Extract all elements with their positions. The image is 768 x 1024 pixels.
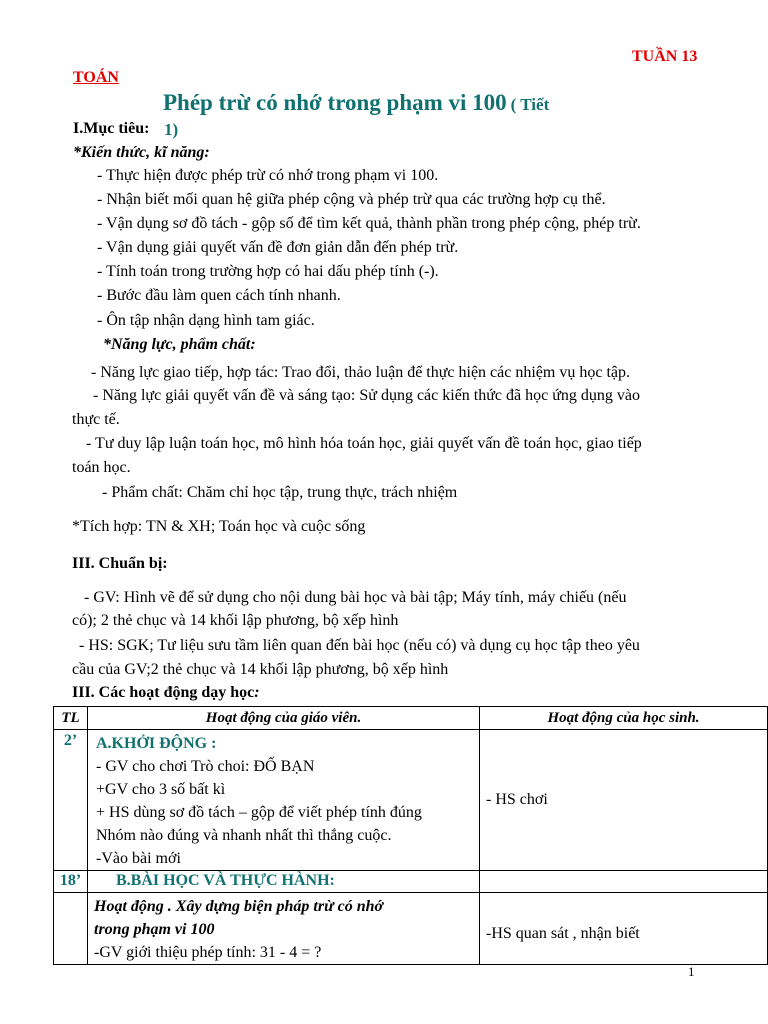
competence-line: - Phẩm chất: Chăm chỉ học tập, trung thực, trách nhiệm (102, 484, 458, 501)
time-cell: 18’ (54, 871, 88, 893)
knowledge-item: - Thực hiện được phép trừ có nhớ trong phạm vi 100. (97, 167, 439, 184)
activity-title: Hoạt động . Xây dựng biện pháp trừ có nhớ (94, 898, 384, 915)
competence-line: - Năng lực giải quyết vấn đề và sáng tạo: Sử dụng các kiến thức đã học ứng dụng vào (93, 387, 640, 404)
knowledge-item: - Vận dụng sơ đồ tách - gộp số để tìm kết quả, thành phần trong phép cộng, phép trừ. (97, 215, 641, 232)
time-cell (54, 893, 88, 965)
knowledge-item: - Bước đầu làm quen cách tính nhanh. (97, 287, 341, 304)
preparation-line: cầu của GV;2 thẻ chục và 14 khối lập phương, bộ xếp hình (72, 661, 449, 678)
knowledge-heading: *Kiến thức, kĩ năng: (73, 144, 210, 161)
page-title (163, 90, 549, 116)
student-cell (480, 871, 768, 893)
teacher-line: +GV cho 3 số bất kì (96, 781, 226, 798)
preparation-heading: III. Chuẩn bị: (72, 555, 168, 572)
activities-heading-text: III. Các hoạt động dạy học (72, 684, 255, 701)
competence-heading: *Năng lực, phẩm chất: (103, 336, 256, 353)
table-header-row (54, 707, 768, 730)
table-row (54, 730, 768, 871)
teacher-line: -GV giới thiệu phép tính: 31 - 4 = ? (94, 944, 322, 961)
knowledge-item: - Tính toán trong trường hợp có hai dấu phép tính (-). (97, 263, 439, 280)
teacher-line: -Vào bài mới (96, 850, 181, 867)
preparation-line: - HS: SGK; Tư liệu sưu tầm liên quan đến bài học (nếu có) và dụng cụ học tập theo yêu (79, 637, 640, 654)
week-label: TUẦN 13 (632, 48, 698, 65)
competence-line: - Năng lực giao tiếp, hợp tác: Trao đổi, thảo luận để thực hiện các nhiệm vụ học tập. (91, 364, 630, 381)
knowledge-item: - Vận dụng giải quyết vấn đề đơn giản dẫn đến phép trừ. (97, 239, 459, 256)
time-cell: 2’ (54, 730, 88, 871)
title-suffix-cont: 1) (164, 120, 179, 139)
knowledge-item: - Nhận biết mối quan hệ giữa phép cộng và phép trừ qua các trường hợp cụ thể. (97, 191, 606, 208)
page-number: 1 (688, 964, 695, 979)
competence-line: - Tư duy lập luận toán học, mô hình hóa toán học, giải quyết vấn đề toán học, giao tiếp (86, 435, 642, 452)
knowledge-item: - Ôn tập nhận dạng hình tam giác. (97, 312, 315, 329)
teacher-cell (88, 893, 480, 965)
objectives-heading: I.Mục tiêu: (73, 120, 150, 137)
title-suffix: ( Tiết (510, 95, 550, 114)
preparation-line: có); 2 thẻ chục và 14 khối lập phương, bộ xếp hình (72, 612, 399, 629)
activities-heading-colon: : (254, 684, 260, 701)
competence-line: thực tế. (72, 411, 120, 428)
section-heading: A.KHỞI ĐỘNG : (96, 735, 217, 752)
table-row (54, 871, 768, 893)
column-header-time: TL (54, 707, 88, 730)
teacher-line: Nhóm nào đúng và nhanh nhất thì thắng cuộc. (96, 827, 392, 844)
activities-table (53, 706, 768, 965)
subject-label: TOÁN (73, 69, 119, 86)
preparation-line: - GV: Hình vẽ để sử dụng cho nội dung bài học và bài tập; Máy tính, máy chiếu (nếu (84, 589, 627, 606)
teacher-line: - GV cho chơi Trò choi: ĐỐ BẠN (96, 758, 315, 775)
title-text: Phép trừ có nhớ trong phạm vi 100 (163, 90, 507, 115)
section-heading: B.BÀI HỌC VÀ THỰC HÀNH: (88, 871, 480, 893)
teacher-cell (88, 730, 480, 871)
table-row (54, 893, 768, 965)
student-cell: -HS quan sát , nhận biết (480, 893, 768, 965)
column-header-teacher: Hoạt động của giáo viên. (88, 707, 480, 730)
teacher-line: + HS dùng sơ đồ tách – gộp để viết phép tính đúng (96, 804, 422, 821)
column-header-student: Hoạt động của học sinh. (480, 707, 768, 730)
integration-line: *Tích hợp: TN & XH; Toán học và cuộc sống (72, 518, 366, 535)
student-cell: - HS chơi (480, 730, 768, 871)
activity-title: trong phạm vi 100 (94, 921, 215, 938)
competence-line: toán học. (72, 459, 131, 476)
activities-heading (72, 684, 260, 702)
